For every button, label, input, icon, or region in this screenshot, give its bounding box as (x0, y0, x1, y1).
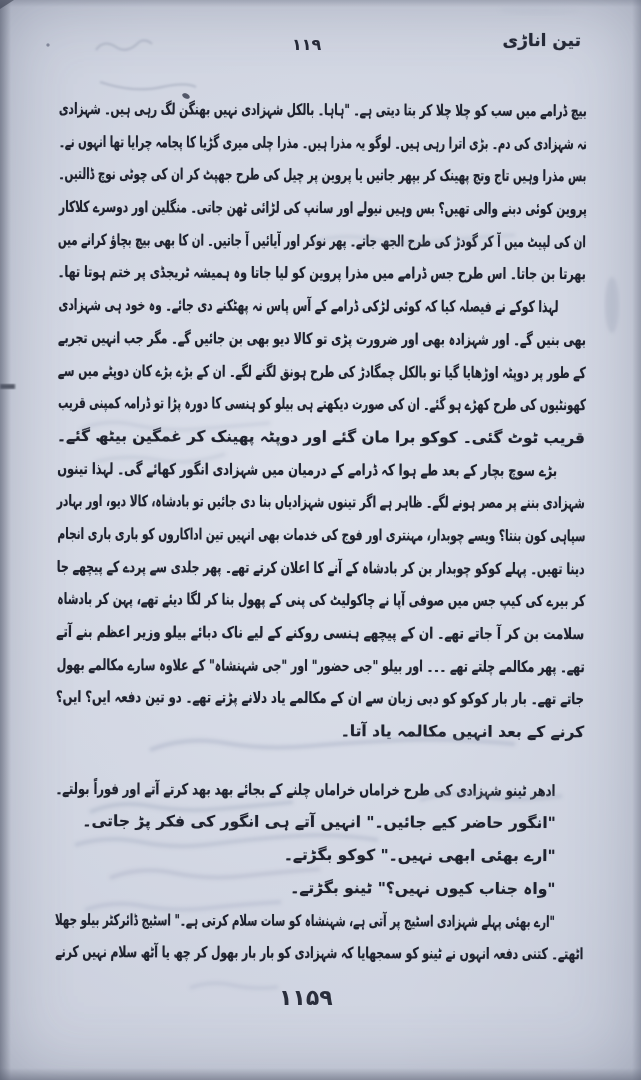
text-line: لہذا کوکے نے فیصلہ کیا کہ کوئی لڑکی ڈرامے کے آس پاس نہ پھٹکنے دی جائے۔ وہ خود ہی شہزادی (58, 295, 559, 317)
top-right-streak (500, 5, 580, 15)
body-text (55, 93, 587, 971)
text-line: جاتے تھے۔ بار بار کوکو کو دبی زبان سے ان کے مکالمے یاد دلانے پڑتے تھے۔ دو تین دفعہ ایں؟ ایں؟ (56, 688, 585, 709)
text-line: بھی بنیں گے۔ اور شہزادہ بھی اور ضرورت پڑی تو کالا دیو بھی بن جائیں گے۔ مگر جب انہیں تجربے (57, 328, 586, 349)
text-line: بڑے سوچ بچار کے بعد طے ہوا کہ ڈرامے کے درمیان میں شہزادی انگور کھائے گی۔ لہذا تینوں (57, 459, 558, 480)
text-line: "انگور حاضر کیے جائیں۔" انہیں آتے ہی انگور کی فکر پڑ جاتی۔ (82, 812, 556, 833)
text-line: تھے۔ پھر مکالمے چلتے تھے ۔۔۔ اور بیلو "جی حضور" اور "جی شہنشاہ" کے علاوہ سارے مکالمے بھول (56, 655, 585, 676)
header-page-number: ۱۱۹ (292, 35, 322, 54)
text-line: کھونٹیوں کی طرح کھڑے ہو گئے۔ ان کی صورت دیکھتے ہی بیلو کو ہنسی کا دورہ پڑا تو ڈرامہ کمپنی قریب (57, 394, 586, 415)
text-line: "واہ جناب کیوں نہیں؟" ٹینو بگڑتے۔ (290, 878, 556, 898)
page-edge-bottom (0, 1068, 641, 1080)
page-edge-right (632, 0, 641, 1080)
footer-page-number: ۱۱۵۹ (279, 986, 333, 1011)
text-line: پروین کوئی دبنے والی تھیں؟ بس وہیں نیولے اور سانپ کی لڑائی ٹھن جاتی۔ منگلین اور دوسرے کلاکار (58, 197, 587, 219)
right-edge-smudge (605, 277, 619, 333)
pencil-scribble (96, 40, 196, 89)
text-line: قریب ٹوٹ گئی۔ کوکو برا مان گئے اور دوپٹہ پھینک کر غمگین بیٹھ گئے۔ (57, 426, 586, 448)
text-line: بس مذرا وہیں تاج وتج پھینک کر بپھر جاتیں یا پروین پر چیل کی طرح جھپٹ کر ان کی چوٹی نوچ ڈالتیں۔ (58, 165, 587, 186)
text-line: کر بیرے کی کیپ جس میں صوفی آپا نے چاکولیٹ کی پنی کے پھول بنا کر لگا دیئے تھے، پہن کر بادشاہ (56, 590, 585, 611)
text-line: سلامت بن کر آ جاتے تھے۔ ان کے پیچھے ہنسی روکنے کے لیے ناک دبائے بیلو وزیر اعظم بنے آتے (56, 622, 585, 644)
text-line: کے طور پر دوپٹہ اوڑھایا گیا تو بالکل چمگادڑ کی طرح ہونق لگنے لگے۔ ان کے بڑے بڑے کان دوپٹے میں سے (57, 361, 586, 382)
text-line: ان کی لپیٹ میں آ کر گودڑ کی طرح الجھ جاتے۔ پھر نوکر اور آیائیں آ جاتیں۔ ان کا بھی بیچ بچاؤ کرانے میں (58, 230, 587, 251)
text-line: دینا تھیں۔ پہلے کوکو چوبدار بن کر بادشاہ کے آنے کا اعلان کرتے تھے۔ پھر جلدی سے پردے کے پیچھے جا (56, 557, 585, 578)
text-line: نہ شہزادی کی دم۔ بڑی اترا رہی ہیں۔ لوگو یہ مذرا ہیں۔ مذرا چلی میری گڑیا کا پجامہ چرایا تھا انہوں نے۔ (58, 132, 587, 153)
corner-speck (0, 0, 14, 9)
text-line: بھرتا بن جاتا۔ اس طرح جس ڈرامے میں مذرا پروین کو لیا جاتا وہ ہمیشہ ٹریجڈی پر ختم ہوتا تھا۔ (58, 263, 587, 284)
text-line: ادھر ٹینو شہزادی کی طرح خراماں خراماں چلنے کے بجائے بھد بھد کرتے آتے اور فوراً بولتے۔ (55, 779, 556, 800)
text-line: بیچ ڈرامے میں سب کو چلا چلا کر بتا دیتی ہے۔ "ہاہا۔ بالکل شہزادی نہیں بھنگن لگ رہی ہیں۔ شہزادی (58, 99, 587, 121)
text-line: کرنے کے بعد انہیں مکالمہ یاد آتا۔ (340, 722, 585, 742)
text-line: اٹھتے۔ کتنی دفعہ انہوں نے ٹینو کو سمجھایا کہ شہزادی کو بار بار بھول کر چھ یا آٹھ سلام نہیں کرنے (55, 943, 584, 964)
dot-speck (46, 43, 49, 46)
page-edge-top (0, 0, 641, 7)
text-line: "ارے بھئی ابھی نہیں۔" کوکو بگڑتے۔ (283, 845, 556, 866)
text-line: سپاہی کون بنتا؟ ویسے چوبدار، مہنتری اور فوج کی خدمات بھی انہیں تین اداکاروں کو باری باری انجام (57, 524, 586, 546)
text-line: "ارے بھئی پہلے شہزادی اسٹیج پر آتی ہے، شہنشاہ کو سات سلام کرتی ہے۔" اسٹیج ڈائرکٹر بیلو جھلا (55, 910, 556, 931)
text-line: شہزادی بننے پر مصر ہونے لگے۔ ظاہر ہے اگر تینوں شہزادیاں بنا دی جائیں تو بادشاہ، کالا دیو، اور بہادر (57, 492, 586, 513)
book-title: تین اناڑی (502, 31, 581, 51)
